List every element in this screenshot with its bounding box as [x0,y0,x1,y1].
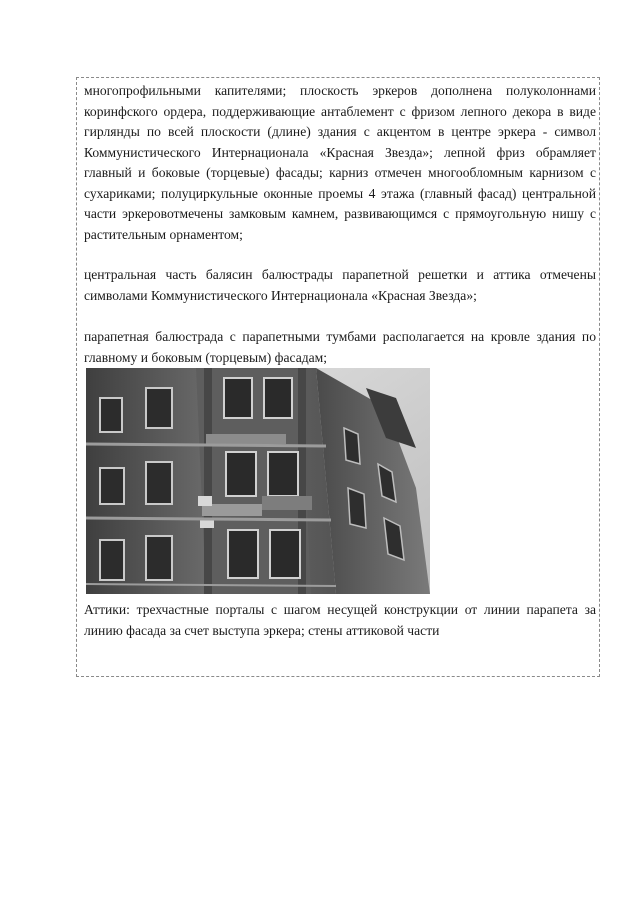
paragraph-parapet-balustrade: парапетная балюстрада с парапетными тумбами располагается на кровле здания по главному и боковым (торцевым) фасадам; [84,329,596,365]
paragraph-balustrade-symbols: центральная часть балясин балюстрады парапетной решетки и аттика отмечены символами Коммунистического Интернационала «Красная Звезда»; [84,267,596,303]
building-facade-photo [86,368,430,594]
paragraph-capitals-frieze: многопрофильными капителями; плоскость эркеров дополнена полуколоннами коринфского ордера, поддерживающие антаблемент с фризом лепного декора в виде гирлянды по всей плоскости (длине) здания с акцентом в центре эркера - символ Коммунистического Интернационала «Красная Звезда»; лепной фриз обрамляет главный и боковые (торцевые) фасады; карниз отмечен многообломным карнизом с сухариками; полуциркульные оконные проемы 4 этажа (главный фасад) центральной части эркеровотмечены замковым камнем, развивающимся с прямоугольную нишу с растительным орнаментом; [84,83,596,242]
paragraph-attics: Аттики: трехчастные порталы с шагом несущей конструкции от линии парапета за линию фасада за счет выступа эркера; стены аттиковой части [84,602,596,638]
